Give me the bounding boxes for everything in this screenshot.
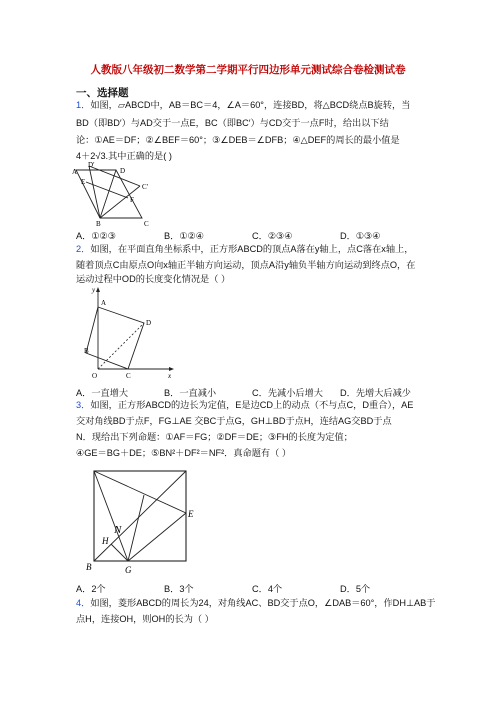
q1-label-cprime: C′ [142,183,149,191]
q1-text-4: 4＋2√3.其中正确的是( ) [76,151,172,161]
q1-number: 1． [76,100,91,110]
q2-option-d[interactable]: D．先增大后减少 [340,388,411,398]
q2-label-d: D [146,319,152,327]
q3-text-4: ④GE＝BG＋DE；⑤BN²＋DF²＝NF²．真命题有（ ） [76,448,292,458]
q2-label-b: B [84,347,89,355]
q1-dc-prime [89,166,140,186]
q1-text-3: 论：①AE＝DF；②∠BEF＝60°；③∠DEB＝∠DFB；④△DEF的周长的最小值是 [76,135,400,145]
q4-number: 4． [76,598,91,608]
q1-figure [72,162,162,228]
q1-option-d[interactable]: D．①③④ [340,231,381,241]
q1-line-1 [76,99,410,112]
q2-label-o: O [92,372,98,380]
q2-label-x: x [168,372,172,380]
q1-label-c: C [144,220,149,228]
q3-label-e: E [188,509,194,519]
q3-number: 3． [76,400,91,410]
q3-option-d[interactable]: D．5个 [340,584,371,594]
q2-number: 2． [76,244,91,254]
q3-option-b[interactable]: B．3个 [164,584,194,594]
q3-text-2: 交对角线BD于点F，FG⊥AE 交BC于点G，GH⊥BD于点H，连结AG交BD于点 [76,416,392,426]
q1-label-d: D [120,167,126,175]
q3-option-c[interactable]: C．4个 [252,584,283,594]
q2-options [76,385,428,399]
q3-text-3: N．现给出下列命题：①AF＝FG；②DF＝DE；③FH的长度为定值； [76,432,353,442]
q1-option-a[interactable]: A．①②③ [76,231,117,241]
q3-diagonal-bd [94,471,186,561]
q3-segment-gh [111,544,128,561]
q2-label-a: A [101,299,107,307]
q1-label-a: A [72,168,78,176]
section-heading: 一、选择题 [76,87,129,99]
page-title: 人教版八年级初二数学第二学期平行四边形单元测试综合卷检测试卷 [90,64,406,76]
q1-label-b: B [96,220,101,228]
q3-segment-fg [128,495,144,561]
q1-label-dprime: D′ [88,162,95,169]
q2-x-arrow [169,367,174,371]
q2-figure [84,285,178,381]
q3-option-a[interactable]: A．2个 [76,584,106,594]
q2-y-arrow [96,287,100,292]
q3-label-g: G [125,565,132,575]
q3-label-n: N [114,524,122,536]
q1-bc-prime [100,186,140,218]
q4-text-2: 点H，连接OH，则OH的长为（ ） [76,614,214,624]
q1-diagonal-bd [100,170,116,218]
q1-options [76,228,428,242]
q2-square [86,307,144,369]
q1-label-f: F [130,196,134,204]
q3-figure [84,463,200,575]
q2-label-y: y [92,286,96,294]
q3-segment-ge [128,513,186,561]
q2-label-c: C [126,372,131,380]
q2-segment-od [98,323,144,369]
q3-text-1: 如图，正方形ABCD的边长为定值，E是边CD上的动点（不与点C，D重合），AE [90,400,414,410]
q1-text-2: BD（即BD′）与AD交于一点E，BC（即BC′）与CD交于一点F时，给出以下结 [76,118,389,128]
q1-bd-prime [89,166,100,218]
q2-text-2: 随着顶点C由原点O向x轴正半轴方向运动，顶点A沿y轴负半轴方向运动到终点O，在 [76,260,416,270]
q1-label-e: E [81,178,86,186]
q1-option-c[interactable]: C．②③④ [252,231,293,241]
q2-line-1 [76,243,413,256]
q2-text-1: 如图，在平面直角坐标系中，正方形ABCD的顶点A落在y轴上，点C落在x轴上， [90,244,414,254]
q2-option-a[interactable]: A．一直增大 [76,388,129,398]
q3-options [76,581,428,595]
q3-label-b: B [86,562,92,572]
q4-text-1: 如图，菱形ABCD的周长为24，对角线AC、BD交于点O，∠DAB＝60°，作DH⊥AB于 [90,598,436,608]
q4-line-1 [76,597,435,610]
q1-text-1: 如图，▱ABCD中，AB＝BC＝4，∠A＝60°，连接BD，将△BCD绕点B旋转，当 [90,100,411,110]
q3-line-1 [76,399,413,412]
q3-label-h: H [102,536,109,546]
q2-option-c[interactable]: C．先减小后增大 [252,388,323,398]
q2-text-3: 运动过程中OD的长度变化情况是（ ） [76,274,231,284]
q1-option-b[interactable]: B．①②④ [164,231,205,241]
q2-option-b[interactable]: B．一直减小 [164,388,217,398]
